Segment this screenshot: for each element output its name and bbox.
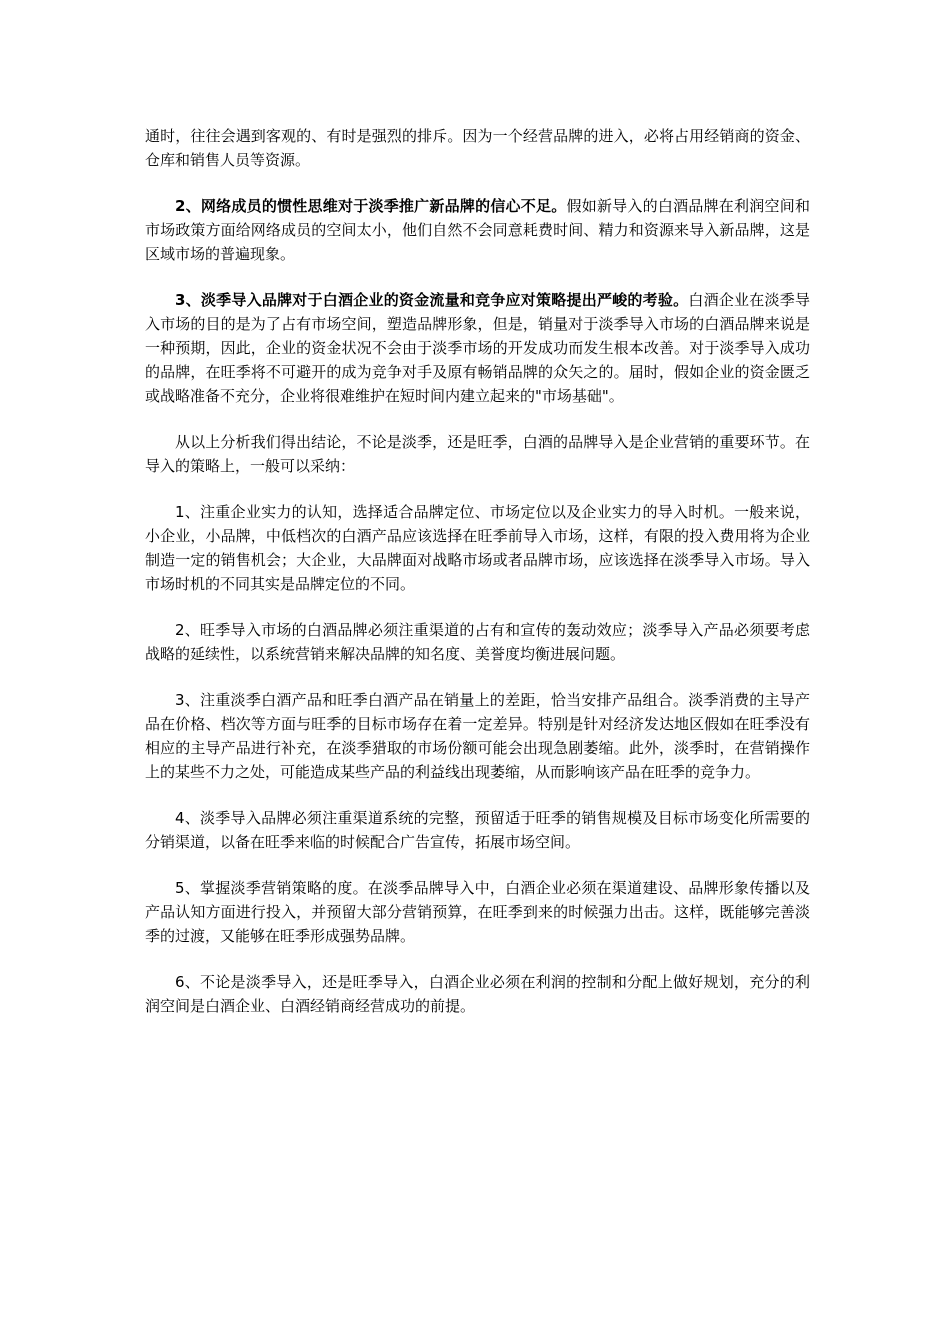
paragraph-lead-bold: 2、网络成员的惯性思维对于淡季推广新品牌的信心不足。 bbox=[175, 197, 567, 215]
paragraph-strategy-1 bbox=[145, 500, 810, 596]
paragraph-text: 1、注重企业实力的认知，选择适合品牌定位、市场定位以及企业实力的导入时机。一般来说，小企业，小品牌，中低档次的白酒产品应该选择在旺季前导入市场，这样，有限的投入费用将为企业制造一定的销售机会；大企业，大品牌面对战略市场或者品牌市场，应该选择在淡季导入市场。导入市场时机的不同其实是品牌定位的不同。 bbox=[145, 503, 810, 593]
paragraph-lead-bold: 3、淡季导入品牌对于白酒企业的资金流量和竞争应对策略提出严峻的考验。 bbox=[175, 291, 689, 309]
paragraph-text: 假如新导入的白酒品牌在利润空间和市场政策方面给网络成员的空间太小，他们自然不会同意耗费时间、精力和资源来导入新品牌，这是区域市场的普遍现象。 bbox=[145, 197, 810, 263]
paragraph-text: 2、旺季导入市场的白酒品牌必须注重渠道的占有和宣传的轰动效应；淡季导入产品必须要考虑战略的延续性，以系统营销来解决品牌的知名度、美誉度均衡进展问题。 bbox=[145, 621, 810, 663]
paragraph-point-3-funding bbox=[145, 288, 810, 408]
paragraph-text: 通时，往往会遇到客观的、有时是强烈的排斥。因为一个经营品牌的进入，必将占用经销商的资金、仓库和销售人员等资源。 bbox=[145, 127, 810, 169]
paragraph-strategy-4 bbox=[145, 806, 810, 854]
paragraph-text: 3、注重淡季白酒产品和旺季白酒产品在销量上的差距，恰当安排产品组合。淡季消费的主导产品在价格、档次等方面与旺季的目标市场存在着一定差异。特别是针对经济发达地区假如在旺季没有相应的主导产品进行补充，在淡季猎取的市场份额可能会出现急剧萎缩。此外，淡季时，在营销操作上的某些不力之处，可能造成某些产品的利益线出现萎缩，从而影响该产品在旺季的竞争力。 bbox=[145, 691, 810, 781]
paragraph-text: 白酒企业在淡季导入市场的目的是为了占有市场空间，塑造品牌形象，但是，销量对于淡季导入市场的白酒品牌来说是一种预期，因此，企业的资金状况不会由于淡季市场的开发成功而发生根本改善。对于淡季导入成功的品牌，在旺季将不可避开的成为竞争对手及原有畅销品牌的众矢之的。届时，假如企业的资金匮乏或战略准备不充分，企业将很难维护在短时间内建立起来的"市场基础"。 bbox=[145, 291, 810, 405]
paragraph-continuation bbox=[145, 124, 810, 172]
paragraph-text: 从以上分析我们得出结论，不论是淡季，还是旺季，白酒的品牌导入是企业营销的重要环节。在导入的策略上，一般可以采纳： bbox=[145, 433, 810, 475]
paragraph-text: 6、不论是淡季导入，还是旺季导入，白酒企业必须在利润的控制和分配上做好规划，充分的利润空间是白酒企业、白酒经销商经营成功的前提。 bbox=[145, 973, 810, 1015]
paragraph-text: 4、淡季导入品牌必须注重渠道系统的完整，预留适于旺季的销售规模及目标市场变化所需要的分销渠道，以备在旺季来临的时候配合广告宣传，拓展市场空间。 bbox=[145, 809, 810, 851]
paragraph-strategy-2 bbox=[145, 618, 810, 666]
paragraph-conclusion bbox=[145, 430, 810, 478]
paragraph-strategy-5 bbox=[145, 876, 810, 948]
paragraph-point-2-network bbox=[145, 194, 810, 266]
paragraph-strategy-6 bbox=[145, 970, 810, 1018]
paragraph-strategy-3 bbox=[145, 688, 810, 784]
document-body bbox=[145, 124, 810, 1040]
paragraph-text: 5、掌握淡季营销策略的度。在淡季品牌导入中，白酒企业必须在渠道建设、品牌形象传播以及产品认知方面进行投入，并预留大部分营销预算，在旺季到来的时候强力出击。这样，既能够完善淡季的过渡，又能够在旺季形成强势品牌。 bbox=[145, 879, 810, 945]
